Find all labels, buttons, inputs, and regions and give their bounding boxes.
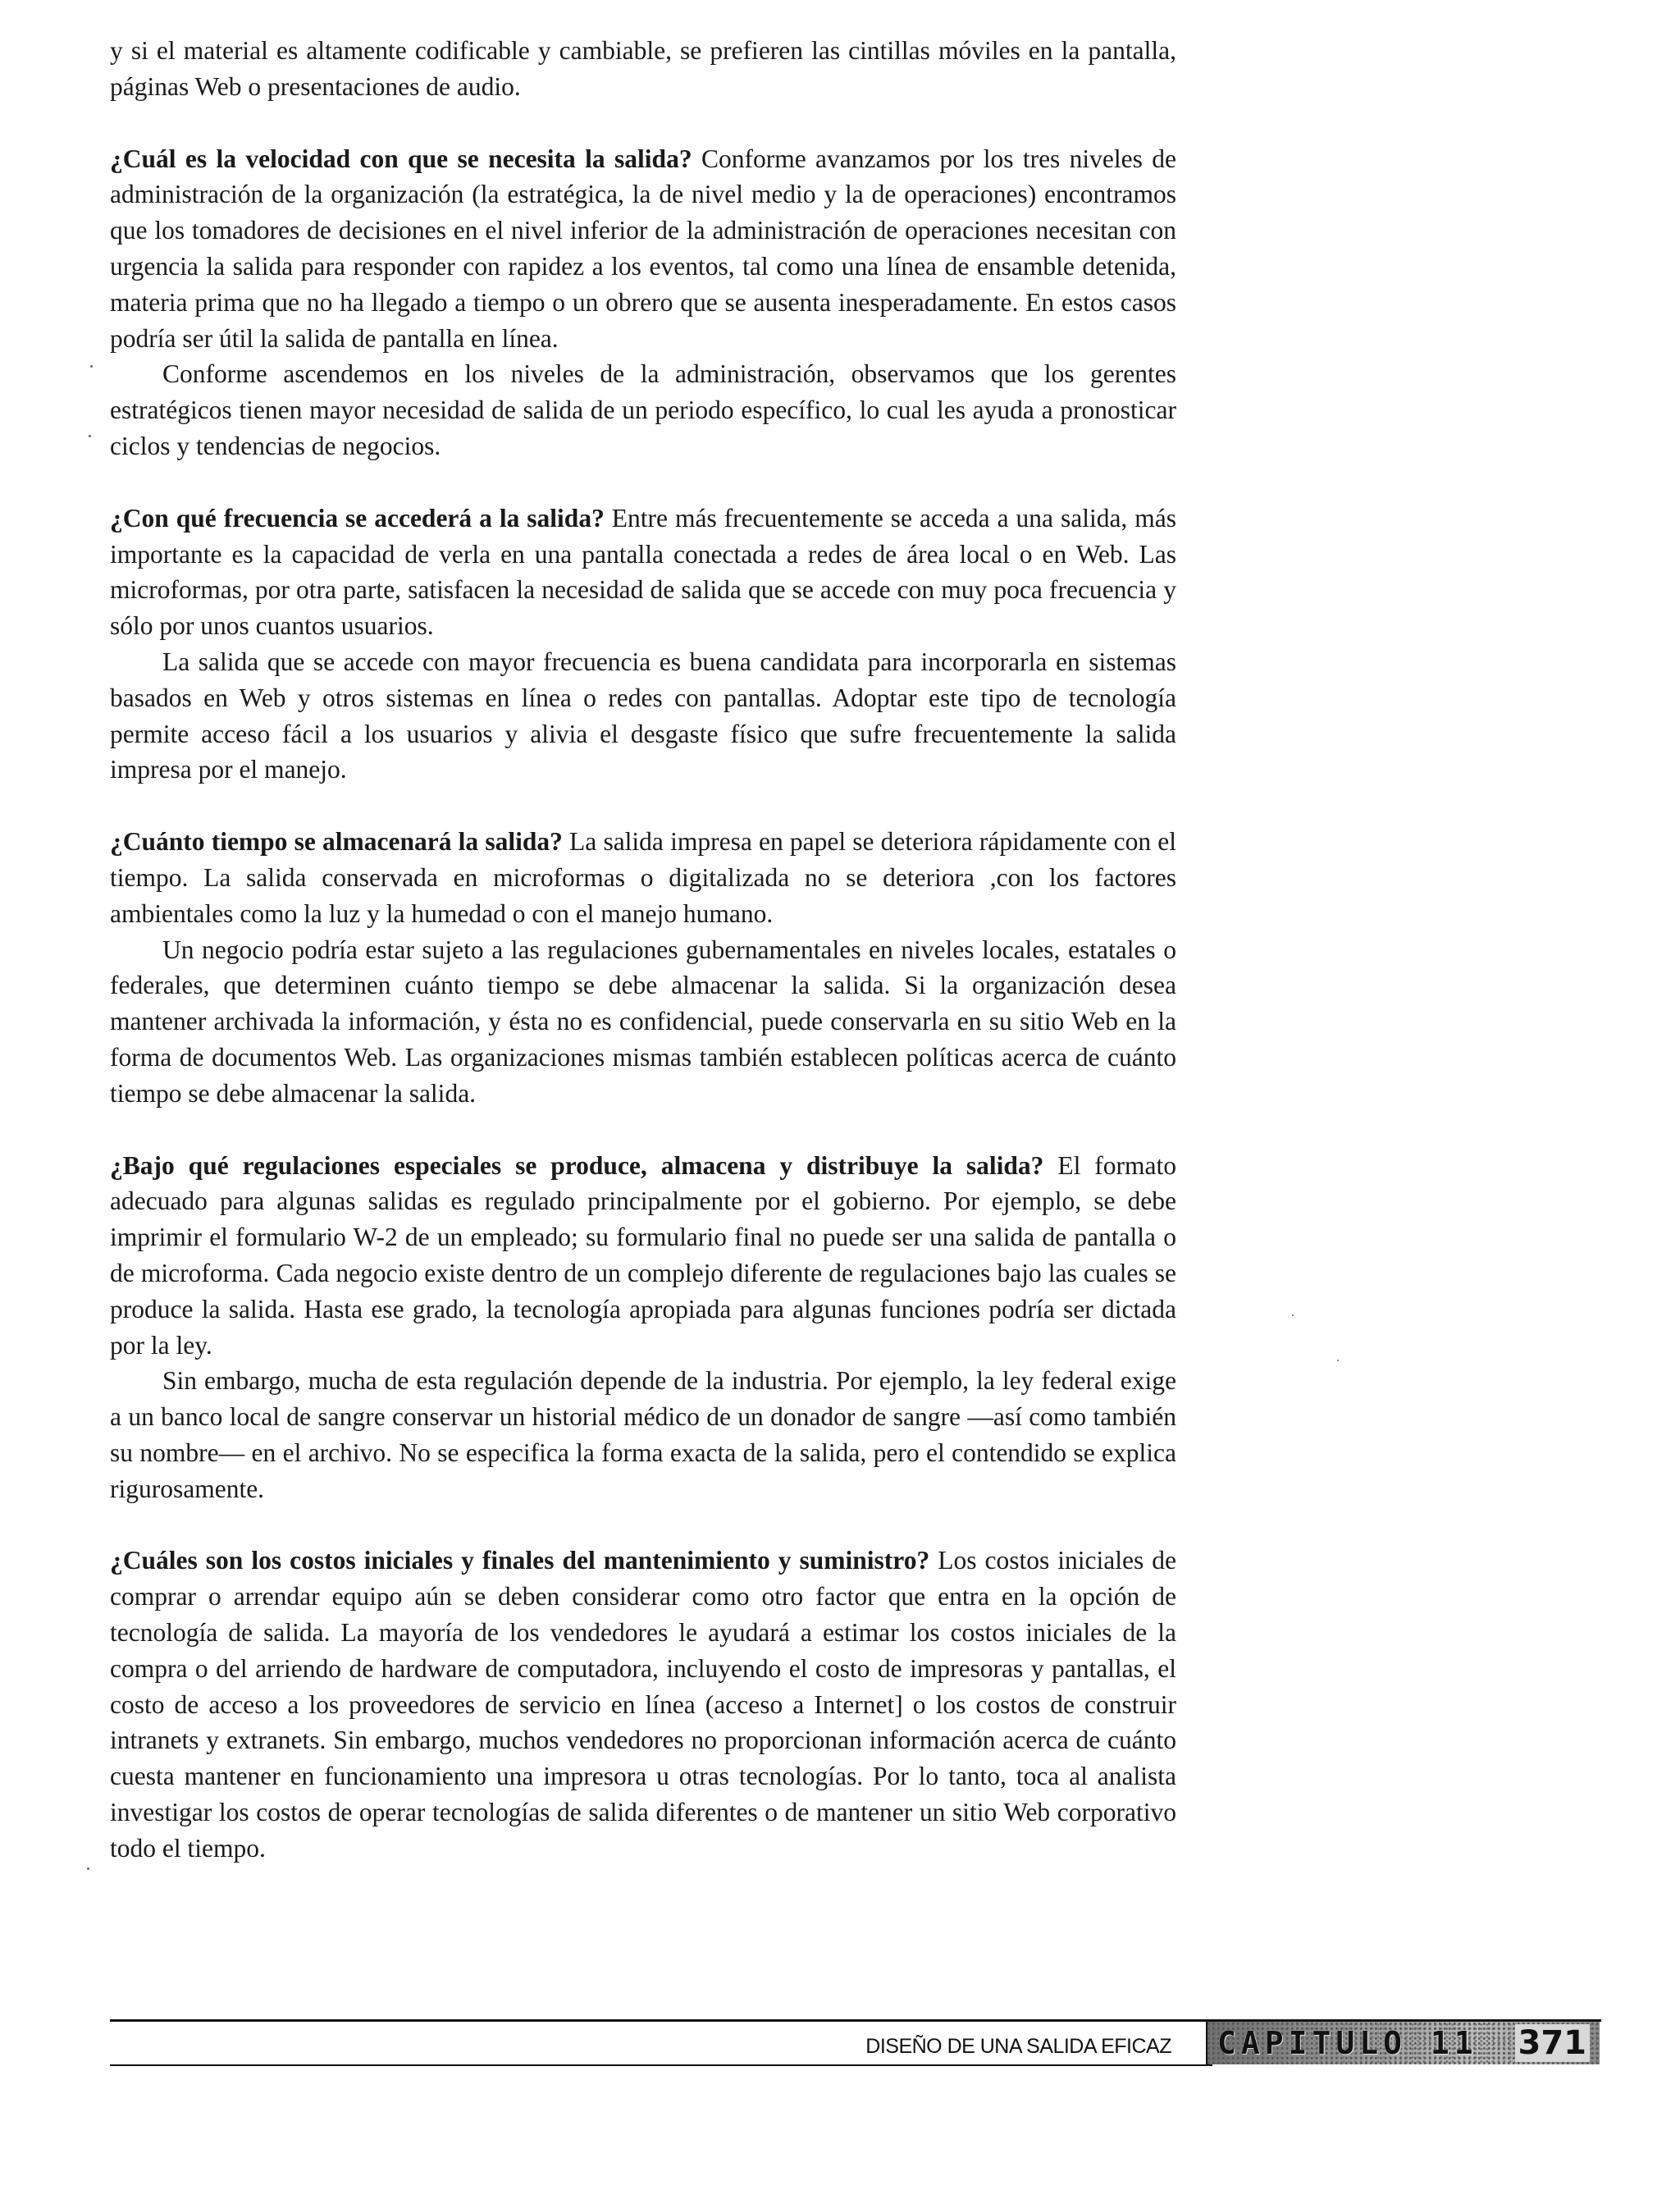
paragraph <box>110 1363 1176 1506</box>
paragraph <box>110 501 1176 644</box>
paragraph-text: y si el material es altamente codificable y cambiable, se prefieren las cintillas móviles en la pantalla, páginas Web o presentaciones de audio. <box>110 36 1176 101</box>
paragraph <box>110 356 1176 464</box>
paragraph-text: Conforme ascendemos en los niveles de la administración, observamos que los gerentes estratégicos tienen mayor necesidad de salida de un periodo específico, lo cual les ayuda a pronosticar ciclos y tendencias de negocios. <box>110 359 1176 460</box>
scan-speck <box>1337 1360 1339 1361</box>
paragraph <box>110 141 1176 357</box>
section-question: ¿Cuáles son los costos iniciales y finales del mantenimiento y suministro? <box>110 1546 930 1575</box>
page-number: 371 <box>1515 2024 1591 2062</box>
paragraph-text: Los costos iniciales de comprar o arrendar equipo aún se deben considerar como otro factor que entra en la opción de tecnología de salida. La mayoría de los vendedores le ayudará a estimar los costos iniciales de la compra o del arriendo de hardware de computadora, incluyendo el costo de impresoras y pantallas, el costo de acceso a los proveedores de servicio en línea (acceso a Internet] o los costos de construir intranets y extranets. Sin embargo, muchos vendedores no proporcionan información acerca de cuánto cuesta mantener en funcionamiento una impresora u otras tecnologías. Por lo tanto, toca al analista investigar los costos de operar tecnologías de salida diferentes o de mantener un sitio Web corporativo todo el tiempo. <box>110 1546 1176 1863</box>
scan-speck <box>87 1867 89 1870</box>
scan-speck <box>1292 1314 1294 1316</box>
paragraph-text: Un negocio podría estar sujeto a las regulaciones gubernamentales en niveles locales, estatales o federales, que determinen cuánto tiempo se debe almacenar la salida. Si la organización desea mantener archivada la información, y ésta no es confidencial, puede conservarla en su sitio Web en la forma de documentos Web. Las organizaciones mismas también establecen políticas acerca de cuánto tiempo se debe almacenar la salida. <box>110 935 1176 1108</box>
section-question: ¿Con qué frecuencia se accederá a la salida? <box>110 503 605 533</box>
section-question: ¿Cuál es la velocidad con que se necesita la salida? <box>110 144 692 173</box>
scan-speck <box>89 435 91 437</box>
running-footer-title: DISEÑO DE UNA SALIDA EFICAZ <box>865 2035 1171 2058</box>
section-question: ¿Cuánto tiempo se almacenará la salida? <box>110 827 563 857</box>
paragraph-text: La salida impresa en papel se deteriora rápidamente con el tiempo. La salida conservada en microformas o digitalizada no se deteriora ,con los factores ambientales como la luz y la humedad o con el manejo humano. <box>110 827 1177 928</box>
footer-rule <box>110 2064 1212 2066</box>
paragraph <box>110 1543 1176 1866</box>
paragraph <box>110 932 1176 1112</box>
chapter-label: CAPITULO 11 <box>1217 2025 1478 2061</box>
paragraph-text: Entre más frecuentemente se acceda a una salida, más importante es la capacidad de verla en una pantalla conectada a redes de área local o en Web. Las microformas, por otra parte, satisfacen la necesidad de salida que se accede con muy poca frecuencia y sólo por unos cuantos usuarios. <box>110 503 1177 641</box>
paragraph-text: Conforme avanzamos por los tres niveles de administración de la organización (la estratégica, la de nivel medio y la de operaciones) encontramos que los tomadores de decisiones en el nivel inferior de la administración de operaciones necesitan con urgencia la salida para responder con rapidez a los eventos, tal como una línea de ensamble detenida, materia prima que no ha llegado a tiempo o un obrero que se ausenta inesperadamente. En estos casos podría ser útil la salida de pantalla en línea. <box>110 144 1176 353</box>
chapter-band <box>1208 2022 1600 2064</box>
body-text <box>110 33 1176 1867</box>
paragraph-text: Sin embargo, mucha de esta regulación depende de la industria. Por ejemplo, la ley federal exige a un banco local de sangre conservar un historial médico de un donador de sangre —así como también su nombre— en el archivo. No se especifica la forma exacta de la salida, pero el contendido se explica rigurosamente. <box>110 1366 1176 1503</box>
paragraph <box>110 33 1176 105</box>
paragraph <box>110 1148 1176 1364</box>
paragraph <box>110 644 1176 788</box>
paragraph <box>110 824 1176 931</box>
paragraph-text: El formato adecuado para algunas salidas es regulado principalmente por el gobierno. Por ejemplo, se debe imprimir el formulario W-2 de un empleado; su formulario final no puede ser una salida de pantalla o de microforma. Cada negocio existe dentro de un complejo diferente de regulaciones bajo las cuales se produce la salida. Hasta ese grado, la tecnología apropiada para algunas funciones podría ser dictada por la ley. <box>110 1150 1176 1360</box>
scan-speck <box>90 365 93 368</box>
paragraph-text: La salida que se accede con mayor frecuencia es buena candidata para incorporarla en sistemas basados en Web y otros sistemas en línea o redes con pantallas. Adoptar este tipo de tecnología permite acceso fácil a los usuarios y alivia el desgaste físico que sufre frecuentemente la salida impresa por el manejo. <box>110 647 1176 784</box>
section-question: ¿Bajo qué regulaciones especiales se produce, almacena y distribuye la salida? <box>110 1150 1044 1180</box>
